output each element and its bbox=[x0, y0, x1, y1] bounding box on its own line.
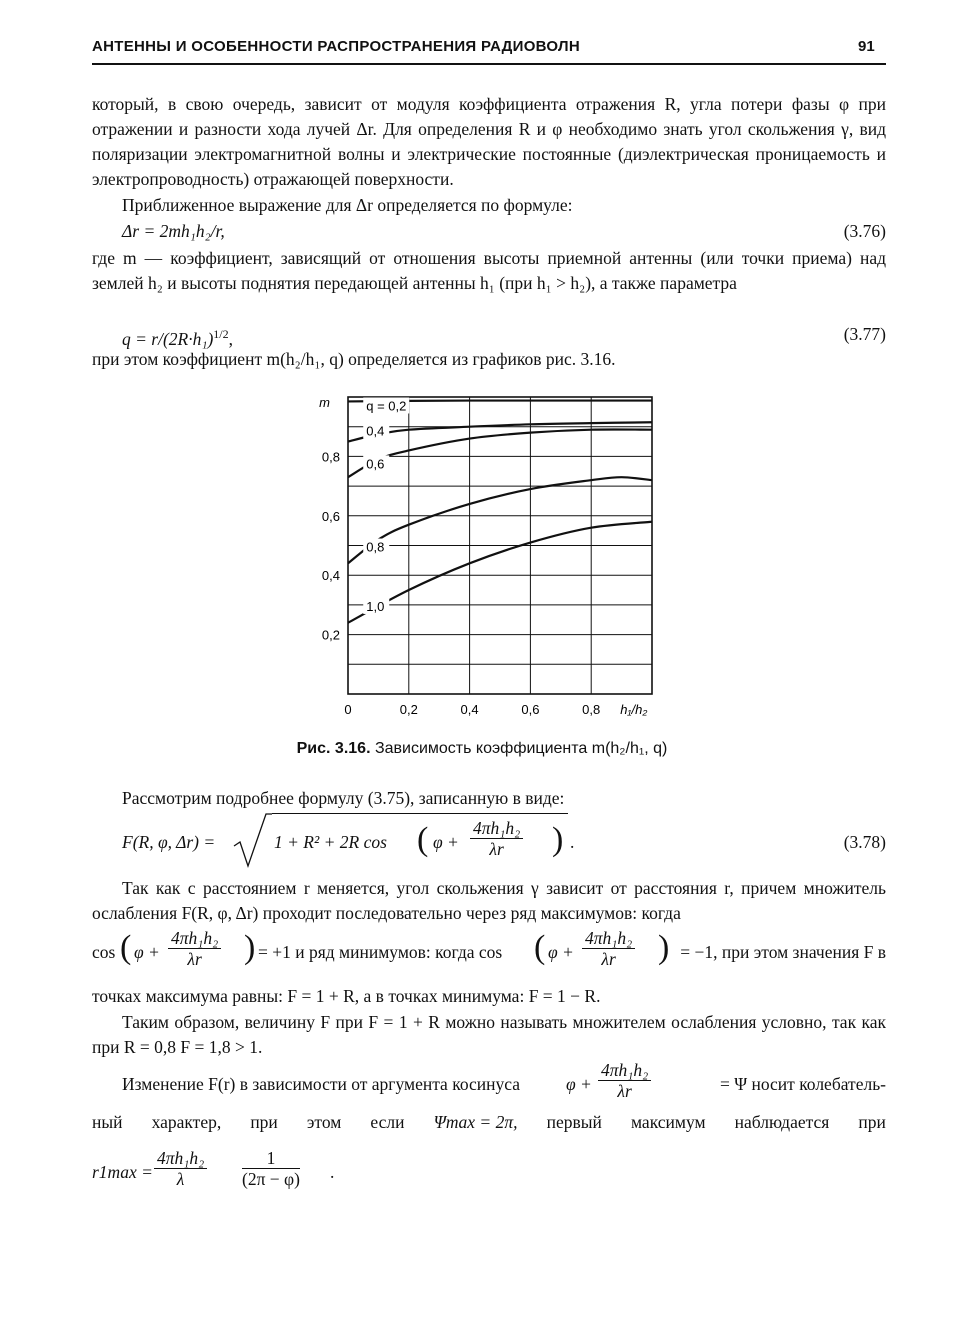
cos-condition-line bbox=[92, 924, 886, 980]
series-line-4 bbox=[348, 522, 652, 623]
series-label-4: 1,0 bbox=[366, 598, 385, 614]
series-line-3 bbox=[348, 477, 652, 563]
paragraph-2: Приближенное выражение для Δr определяется по формуле: bbox=[122, 195, 573, 215]
fraction-3-denominator: λr bbox=[617, 1081, 632, 1101]
cos-1: cos bbox=[92, 942, 116, 962]
paragraph-8-start: Изменение F(r) в зависимости от аргумента косинуса bbox=[122, 1074, 520, 1094]
x-tick-label: 0,8 bbox=[582, 702, 601, 717]
rmax-fraction-1-denominator: λ bbox=[176, 1169, 185, 1189]
p8-word-9: наблюдается bbox=[734, 1112, 830, 1132]
y-tick-label: 0,2 bbox=[321, 627, 340, 643]
series-label-0: q = 0,2 bbox=[366, 398, 407, 414]
x-tick-label: 0,6 bbox=[521, 702, 540, 717]
paragraph-6: Так как с расстоянием r меняется, угол скольжения γ зависит от расстояния r, причем множитель ослабления F(R, φ, Δr) проходит последовательно через ряд максимумов: когда bbox=[92, 878, 886, 923]
paragraph-1: который, в свою очередь, зависит от модуля коэффициента отражения R, угла потери фазы φ при отражении и разности хода лучей Δr. Для определения R и φ необходимо знать угол скольжения γ, вид поляризации электромагнитной волны и электрические постоянные (диэлектрическая проницаемость и электропроводность) отражающей поверхности. bbox=[92, 94, 886, 189]
series-line-2 bbox=[348, 429, 652, 477]
rmax-tail: . bbox=[330, 1162, 335, 1182]
equation-3-77-number: (3.77) bbox=[843, 324, 886, 344]
chart-series bbox=[348, 401, 652, 623]
fraction-1-numerator: 4πh₁h₂ bbox=[168, 928, 221, 949]
fraction-1 bbox=[168, 928, 221, 969]
cos-condition-text-1: = +1 и ряд минимумов: когда cos bbox=[258, 942, 503, 962]
chart-grid bbox=[348, 397, 652, 694]
p8-word-10: при bbox=[858, 1112, 886, 1132]
p8-word-4: этом bbox=[306, 1112, 342, 1132]
p8-word-5: если bbox=[370, 1112, 405, 1132]
phi-2: φ + bbox=[548, 942, 574, 962]
p8-word-7: первый bbox=[546, 1112, 602, 1132]
equation-3-78-root: 1 + R² + 2R cos bbox=[274, 832, 387, 852]
series-label-3: 0,8 bbox=[366, 539, 385, 555]
y-axis-label: m bbox=[319, 395, 330, 410]
paren-left-2: ( bbox=[534, 929, 546, 966]
fraction-2 bbox=[582, 928, 635, 969]
equation-3-76-number: (3.76) bbox=[843, 221, 886, 241]
equation-3-78-fraction bbox=[470, 818, 523, 859]
rmax-equation bbox=[92, 1142, 886, 1202]
series-line-1 bbox=[348, 422, 652, 441]
y-tick-label: 0,6 bbox=[321, 508, 340, 524]
series-label-2: 0,6 bbox=[366, 456, 385, 472]
paragraph-4: при этом коэффициент m(h₂/h₁, q) определяется из графиков рис. 3.16. bbox=[92, 349, 616, 369]
phi-1: φ + bbox=[134, 942, 160, 962]
x-axis-label: h₁/h₂ bbox=[620, 702, 648, 717]
paren-right-2: ) bbox=[658, 929, 670, 966]
chart-labels bbox=[319, 395, 647, 717]
p8-word-2: характер, bbox=[151, 1112, 222, 1132]
rmax-lhs: r1max = bbox=[92, 1162, 153, 1182]
fraction-3-numerator: 4πh₁h₂ bbox=[598, 1060, 651, 1081]
fraction-numerator: 4πh₁h₂ bbox=[470, 818, 523, 839]
equation-3-77-tail: , bbox=[228, 328, 234, 349]
paragraph-8-line-1 bbox=[92, 1062, 886, 1108]
paragraph-5: Рассмотрим подробнее формулу (3.75), записанную в виде: bbox=[122, 788, 565, 808]
x-tick-label: 0 bbox=[344, 702, 352, 717]
equation-3-77-body: q = r/(2R·h₁) bbox=[122, 328, 214, 349]
equation-3-76-body: Δr = 2mh₁h₂/r, bbox=[122, 221, 225, 241]
paren-right-1: ) bbox=[244, 929, 256, 966]
header-rule bbox=[92, 63, 886, 65]
sqrt-bar bbox=[272, 813, 568, 814]
equation-3-77-exponent: 1/2 bbox=[213, 327, 229, 341]
sqrt-sign bbox=[232, 812, 272, 870]
page-number: 91 bbox=[858, 38, 875, 55]
figure-caption bbox=[0, 740, 964, 758]
equation-3-76 bbox=[92, 219, 886, 244]
rmax-fraction-2-numerator: 1 bbox=[242, 1148, 300, 1169]
rmax-fraction-1-numerator: 4πh₁h₂ bbox=[154, 1148, 207, 1169]
paragraph-8-end: = Ψ носит колебатель- bbox=[719, 1074, 886, 1094]
p8-word-6: Ψmax = 2π, bbox=[433, 1112, 518, 1132]
paren-left-1: ( bbox=[120, 929, 132, 966]
series-label-1: 0,4 bbox=[366, 423, 385, 439]
fraction-2-denominator: λr bbox=[601, 949, 616, 969]
rmax-fraction-2 bbox=[242, 1148, 300, 1189]
p8-word-3: при bbox=[250, 1112, 278, 1132]
paragraph-8-line-2 bbox=[92, 1110, 886, 1135]
x-tick-label: 0,4 bbox=[460, 702, 479, 717]
y-tick-label: 0,4 bbox=[321, 568, 340, 584]
paragraph-6b: точках максимума равны: F = 1 + R, а в точках минимума: F = 1 − R. bbox=[92, 986, 601, 1006]
rmax-fraction-2-denominator: (2π − φ) bbox=[242, 1169, 300, 1189]
p8-word-1: ный bbox=[92, 1112, 123, 1132]
period: . bbox=[570, 832, 575, 852]
paren-right: ) bbox=[552, 821, 564, 858]
fraction-1-denominator: λr bbox=[187, 949, 202, 969]
running-title: АНТЕННЫ И ОСОБЕННОСТИ РАСПРОСТРАНЕНИЯ РАДИОВОЛН bbox=[92, 38, 580, 55]
phi-3: φ + bbox=[566, 1074, 592, 1094]
equation-3-78-number: (3.78) bbox=[843, 832, 886, 852]
p8-word-8: максимум bbox=[630, 1112, 706, 1132]
x-tick-label: 0,2 bbox=[399, 702, 418, 717]
equation-3-78 bbox=[92, 812, 886, 872]
paren-left: ( bbox=[417, 821, 429, 858]
paragraph-3: где m — коэффициент, зависящий от отношения высоты приемной антенны (или точки приема) над землей h₂ и высоты поднятия передающей антенны h₁ (при h₁ > h₂), а также параметра bbox=[92, 248, 886, 293]
fraction-3 bbox=[598, 1060, 651, 1101]
figure-3-16-chart bbox=[300, 385, 680, 725]
fraction-denominator: λr bbox=[489, 839, 504, 859]
figure-caption-text: Зависимость коэффициента m(h₂/h₁, q) bbox=[374, 740, 668, 757]
rmax-fraction-1 bbox=[154, 1148, 207, 1189]
paragraph-7: Таким образом, величину F при F = 1 + R можно называть множителем ослабления условно, так как при R = 0,8 F = 1,8 > 1. bbox=[92, 1012, 886, 1057]
equation-3-78-lhs: F(R, φ, Δr) = bbox=[122, 832, 216, 852]
y-tick-label: 0,8 bbox=[321, 449, 340, 465]
figure-label: Рис. 3.16. bbox=[296, 740, 371, 757]
fraction-2-numerator: 4πh₁h₂ bbox=[582, 928, 635, 949]
cos-condition-text-2: = −1, при этом значения F в bbox=[680, 942, 886, 962]
equation-3-78-phi: φ + bbox=[433, 832, 459, 852]
